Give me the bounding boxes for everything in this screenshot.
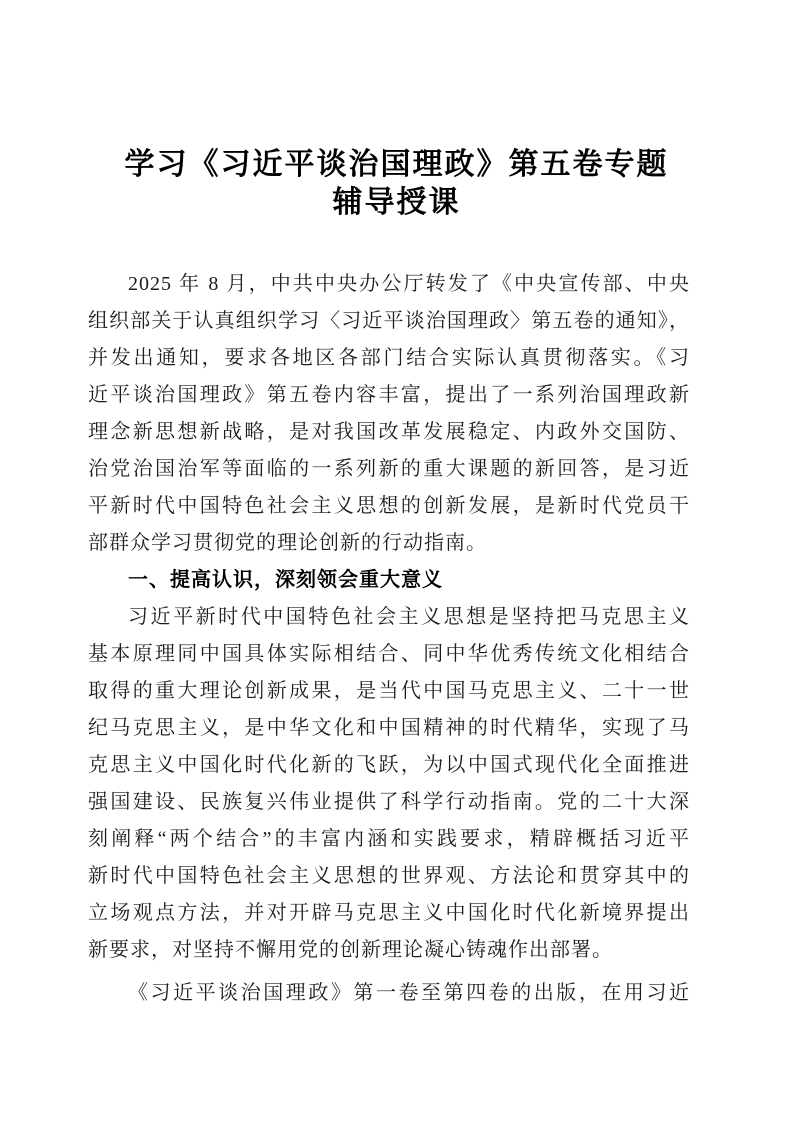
- paragraph-line: 取得的重大理论创新成果，是当代中国马克思主义、二十一世: [88, 680, 690, 702]
- paragraph-line: 2025 年 8 月，中共中央办公厅转发了《中央宣传部、中央: [128, 273, 690, 295]
- paragraph-line: 组织部关于认真组织学习〈习近平谈治国理政〉第五卷的通知》，: [88, 310, 690, 332]
- paragraph-line: 刻阐释“两个结合”的丰富内涵和实践要求，精辟概括习近平: [88, 828, 690, 850]
- document-title: [0, 146, 793, 222]
- paragraph-line: 理念新思想新战略，是对我国改革发展稳定、内政外交国防、: [88, 421, 690, 443]
- paragraph-line: 治党治国治军等面临的一系列新的重大课题的新回答，是习近: [88, 458, 690, 480]
- paragraph-line: 新要求，对坚持不懈用党的创新理论凝心铸魂作出部署。: [88, 939, 613, 961]
- paragraph-line: 纪马克思主义，是中华文化和中国精神的时代精华，实现了马: [88, 717, 690, 739]
- paragraph-line: 平新时代中国特色社会主义思想的创新发展，是新时代党员干: [88, 495, 690, 517]
- paragraph-3: [88, 975, 690, 1012]
- paragraph-line: 习近平新时代中国特色社会主义思想是坚持把马克思主义: [128, 606, 690, 628]
- paragraph-line: 《习近平谈治国理政》第一卷至第四卷的出版，在用习近: [128, 982, 690, 1004]
- document-body: [0, 266, 793, 1012]
- paragraph-line: 并发出通知，要求各地区各部门结合实际认真贯彻落实。《习: [88, 347, 690, 369]
- paragraph-line: 克思主义中国化时代化新的飞跃，为以中国式现代化全面推进: [88, 754, 690, 776]
- paragraph-line: 新时代中国特色社会主义思想的世界观、方法论和贯穿其中的: [88, 865, 690, 887]
- paragraph-2: [88, 599, 690, 969]
- title-line-1: 学习《习近平谈治国理政》第五卷专题: [124, 148, 669, 181]
- section-heading: 一、提高认识，深刻领会重大意义: [128, 569, 443, 591]
- paragraph-line: 基本原理同中国具体实际相结合、同中华优秀传统文化相结合: [88, 643, 690, 665]
- title-line-2: 辅导授课: [332, 186, 461, 219]
- paragraph-line: 近平谈治国理政》第五卷内容丰富，提出了一系列治国理政新: [88, 384, 690, 406]
- paragraph-line: 立场观点方法，并对开辟马克思主义中国化时代化新境界提出: [88, 902, 690, 924]
- paragraph-line: 强国建设、民族复兴伟业提供了科学行动指南。党的二十大深: [88, 791, 690, 813]
- paragraph-line: 部群众学习贯彻党的理论创新的行动指南。: [88, 532, 487, 554]
- paragraph-1: [88, 266, 690, 562]
